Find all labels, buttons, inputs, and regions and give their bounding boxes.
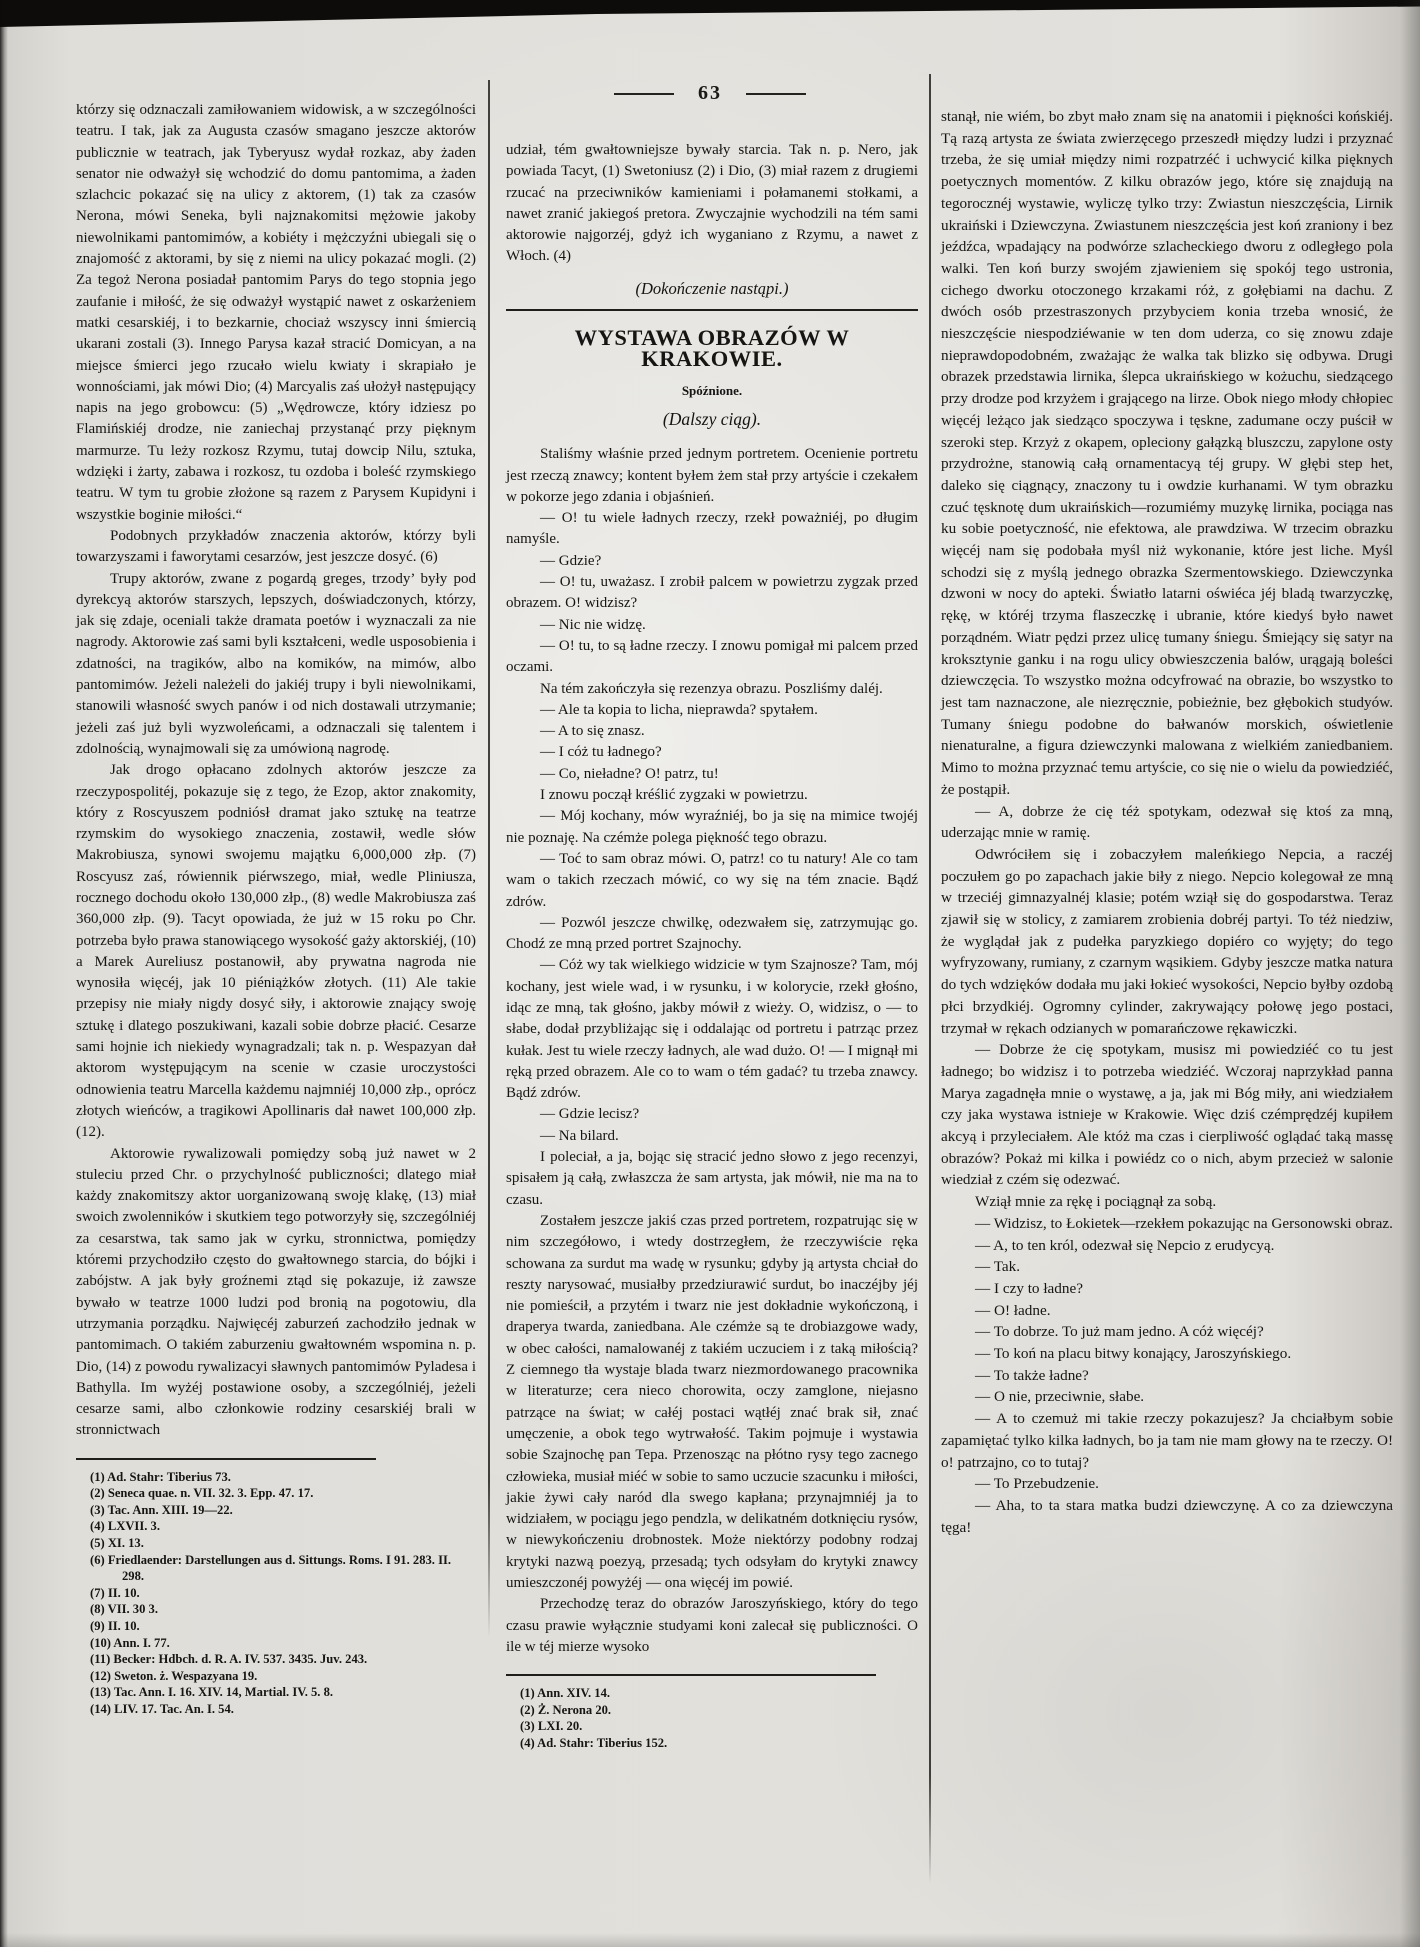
dialogue-line: — O! tu wiele ładnych rzeczy, rzekł poważniéj, po długim namyśle. <box>506 510 918 548</box>
dialogue-line: — O! tu, to są ładne rzeczy. I znowu pomigał mi palcem przed oczami. <box>506 637 918 676</box>
footnote: (5) XI. 13. <box>90 1536 144 1551</box>
column-divider-left <box>488 80 490 1638</box>
paragraph: I poleciał, a ja, bojąc się stracić jedno słowo z jego recenzyi, spisałem ją całą, zwłaszcza że sam artysta, jak mówił, nie ma na to czasu. <box>506 1149 918 1208</box>
dialogue-line: — To koń na placu bitwy konający, Jaroszyńskiego. <box>975 1345 1292 1363</box>
paragraph: Jak drogo opłacano zdolnych aktorów jeszcze za rzeczypospolitéj, pokazuje się z tego, że Ezop, aktor znakomity, który z Roscyuszem podniósł dramat jako sztukę na teatrze rzymskim do wysokiego znaczenia, zostawił, wedle słów Makrobiusza, synowi swojemu majątku 6,000,000 złp. (7) Roscyusz zaś, rówiennik piérwszego, miał, wedle Pliniusza, rocznego dochodu około 130,000 złp., (8) wedle Makrobiusza zaś 360,000 złp. (9). Tacyt opowiada, że już w 15 roku po Chr. potrzeba było prawa stanowiącego wysokość gaży aktorskiéj, (10) a Marek Aureliusz postanowił, aby prywatna nagroda nie wynosiła więcéj, jak 10 piéniążków złotych. (11) Ale takie przepisy nie miały nigdy dosyć siły, i aktorowie znający swoję sztukę i dlatego poszukiwani, kazali sobie dobrze płacić. Cesarze sami hojnie ich niekiedy wynagradzali; tak n. p. Wespazyan dał aktorom występującym na scenie w czasie uroczystości odnowienia teatru Marcella każdemu najmniéj 10,000 złp., oprócz złotych wieńców, a tragikowi Apollinaris dał nawet 100,000 złp. (12). <box>76 762 476 1141</box>
column-right <box>941 106 1393 1538</box>
dialogue-line: — A, to ten król, odezwał się Nepcio z erudycyą. <box>975 1236 1275 1254</box>
dialogue-line: — O nie, przeciwnie, słabe. <box>975 1388 1145 1406</box>
paragraph: którzy się odznaczali zamiłowaniem widowisk, a w szczególności teatru. I tak, jak za Augusta czasów smagano jeszcze aktorów publicznie w teatrach, jak Tyberyusz wydał rozkaz, aby żaden senator nie odważył się wchodzić do domu pantomima, a żaden szlachcic pokazać się na ulicy z aktorem, (1) tak za czasów Nerona, mówi Seneka, byli najznakomitsi mężowie jakoby niewolnikami pantomimów, a kobiéty i mężczyźni ubiegali się o znajomość z aktorami, by się z niemi na ulicy pokazać mogli. (2) Za tegoż Nerona posiadał pantomim Parys do tego stopnia jego zaufanie i miłość, że się odważył wystąpić nawet z oskarżeniem matki cesarskiéj, i to bezkarnie, chociaż wszyscy inni śmiercią ukarani zostali (3). Innego Parysa kazał stracić Domicyan, a na miejsce śmierci jego rzucało wielu kwiaty i skrapiało je wonnościami, jak mówi Dio; (4) Marcyalis zaś ułożył następujący napis na jego grobowcu: (5) „Wędrowcze, który idziesz po Flamińskiéj drodze, nie zaniechaj przystanąć przy pięknym marmurze. Tu leży rozkosz Rzymu, tutaj dowcip Nilu, sztuka, wdzięki i żarty, zabawa i rozkosz, tu ozdoba i boleść rzymskiego teatru. W tym tu grobie złożone są razem z Parysem Kupidyni i wszystkie boginie miłości.“ <box>76 102 476 523</box>
paragraph: udział, tém gwałtowniejsze bywały starcia. Tak n. p. Nero, jak powiada Tacyt, (1) Swetoniusz (2) i Dio, (3) miał razem z drugiemi rzucać na przeciwników kamieniami i połamanemi stołkami, a nawet zranić jakiegoś pretora. Zwyczajnie wychodzili na tém sami aktorowie najgorzéj, gdyż ich wyganiano z Rzymu, a nawet z Włoch. (4) <box>506 142 918 265</box>
dialogue-line: — A to się znasz. <box>540 723 645 740</box>
dialogue-line: — Gdzie lecisz? <box>540 1106 640 1123</box>
dialogue-line: — O! tu, uważasz. I zrobił palcem w powietrzu zygzak przed obrazem. O! widzisz? <box>506 574 918 612</box>
dialogue-line: — O! ładne. <box>975 1301 1051 1319</box>
paragraph: Na tém zakończyła się rezenzya obrazu. Poszliśmy daléj. <box>540 680 883 697</box>
dialogue-line: — Toć to sam obraz mówi. O, patrz! co tu natury! Ale co tam wam o takich rzeczach mówić, co wy się na tém znacie. Bądź zdrów. <box>506 850 918 910</box>
page-number-dash-right <box>746 93 806 95</box>
footnote: (8) VII. 30 3. <box>90 1602 158 1617</box>
column-middle <box>506 140 918 1752</box>
paragraph: Staliśmy właśnie przed jednym portretem. Ocenienie portretu jest rzeczą znawcy; kontent byłem żem stał przy artyście i czekałem w pokorze jego zdania i objaśnień. <box>506 446 918 505</box>
footnotes-middle <box>506 1685 918 1751</box>
dialogue-line: — Aha, to ta stara matka budzi dziewczynę. A co za dziewczyna tęga! <box>941 1497 1393 1536</box>
dialogue-line: — A, dobrze że cię téż spotykam, odezwał się ktoś za mną, uderzając mnie w ramię. <box>941 802 1393 842</box>
footnotes-left <box>76 1469 476 1718</box>
paragraph: stanął, nie wiém, bo zbyt mało znam się na anatomii i piękności końskiéj. Tą razą artysta ze świata zwierzęcego przeszedł między ludzi i przyznać trzeba, że się umiał między nimi rozpatrzéć i uchwycić kilka pięknych poetycznych momentów. Z kilku obrazów jego, które się znajdują na tegorocznéj wystawie, wyliczę tylko trzy: Zwiastun nieszczęścia, Lirnik ukraiński i Dziewczyna. Zwiastunem nieszczęścia jest koń zraniony i bez jeźdźca, wpadający na podwórze szlacheckiego dworu z odległego pola walki. Ten koń burzy swojém zjawieniem się spokój tego ustronia, cichego dworku otoczonego krzakami róż, z gołębiami na dachu. Z dwóch osób przestraszonych przybyciem konia trzeba wnosić, że nieszczęście niespodziéwanie w ten dom uderza, co się znowu zdaje nieprawdopodobném, zważając że walka tak blizko się odbywa. Drugi obrazek przedstawia lirnika, ślepca ukraińskiego w kożuchu, siedzącego przy drodze pod krzyżem i grającego na lirze. Obok niego młody chłopiec więcéj leżąco jak siedząco spoczywa i tęskne, zadumane oczy puścił w szeroki step. Krzyż z okapem, opleciony gałązką bluszczu, zapylone osty przydrożne, stanowią całą ornamentacyą téj grupy. W głębi step het, daleko się ciągnący, znaczony tu i owdzie kurhanami. W tym obrazku czuć tęsknotę dum ukraińskich—rozumiémy muzykę lirnika, pociąga nas ku sobie poetyczność, nie efektowa, ale prawdziwa. W trzecim obrazku więcéj nam się podobała myśl niż wykonanie, które jest liche. Myśl schodzi się z myślą jednego obrazka Szermentowskiego. Dziewczynka dzwoni w nocy do apteki. Światło latarni oświéca jéj bladą twarzyczkę, rękę, w któréj trzyma flaszeczkę i ubranie, które kiedyś było nawet porządném. Wiatr pędzi przez ulicę tumany śniegu. Śmiejący się satyr na kroksztynie ganku i na rogu ulicy obwieszczenia balów, urągają boleści dziewczęcia. To wszystko można odcyfrować na obrazie, bo wszystko to jest tam naznaczone, ale niezręcznie, pobieżnie, bez głębokich studyów. Tumany śniegu podobne do bałwanów morskich, oświetlenie nienaturalne, a figura dziewczynki malowana z wielkiém zaniedbaniem. Mimo to można przyznać temu artyście, co się nie o wielu da powiedziéć, że postąpił. <box>941 108 1393 798</box>
paragraph: Przechodzę teraz do obrazów Jaroszyńskiego, który do tego czasu prawie wyłącznie studyami koni zalecał się publiczności. O ile w téj mierze wysoko <box>506 1596 918 1655</box>
paragraph: Podobnych przykładów znaczenia aktorów, którzy byli towarzyszami i faworytami cesarzów, jest jeszcze dosyć. (6) <box>76 527 476 566</box>
dialogue-line: — Widzisz, to Łokietek—rzekłem pokazując na Gersonowski obraz. <box>975 1214 1393 1232</box>
dialogue-line: — Na bilard. <box>540 1127 619 1144</box>
footnote: (3) Tac. Ann. XIII. 19—22. <box>90 1502 233 1517</box>
footnote: (2) Ż. Nerona 20. <box>520 1702 612 1717</box>
article-closing-note: (Dokończenie nastąpi.) <box>635 278 789 298</box>
scan-edge-right <box>1400 0 1420 1947</box>
paragraph: I znowu począł kréślić zygzaki w powietrzu. <box>540 787 808 804</box>
column-divider-right <box>929 74 931 1884</box>
article-subtitle-2: (Dalszy ciąg). <box>662 408 762 429</box>
dialogue-line: — I cóż tu ładnego? <box>540 744 662 761</box>
dialogue-line: — Nic nie widzę. <box>540 616 646 633</box>
footnote: (11) Becker: Hdbch. d. R. A. IV. 537. 3435. Juv. 243. <box>90 1652 368 1667</box>
scan-edge-left <box>0 0 8 1947</box>
dialogue-line: — To dobrze. To już mam jedno. A cóż więcéj? <box>975 1323 1264 1341</box>
section-divider <box>506 309 918 311</box>
footnote-divider <box>506 1674 876 1676</box>
footnote: (14) LIV. 17. Tac. An. I. 54. <box>90 1702 234 1717</box>
paragraph: Wziął mnie za rękę i pociągnął za sobą. <box>975 1193 1217 1211</box>
footnote: (3) LXI. 20. <box>520 1719 583 1734</box>
dialogue-line: — Dobrze że cię spotykam, musisz mi powiedziéć co tu jest ładnego; bo widzisz i to potrzeba wiedziéć. Wczoraj naprzykład panna Marya zagadnęła mnie o wystawę, a ja, jak mi Bóg miły, ani wiedziałem czy jaka wystawa istnieje w Krakowie. Więc dziś czémprędzéj kupiłem akcyą i przyleciałem. Ale któż ma czas i cierpliwość oglądać taką massę obrazów? Pokaż mi kilka i powiédz co o nich, abym przecież w salonie wiedział z czém się odezwać. <box>941 1041 1393 1189</box>
page-number-value: 63 <box>698 82 722 104</box>
dialogue-line: — Ale ta kopia to licha, nieprawda? spytałem. <box>540 701 818 718</box>
footnote: (12) Sweton. ż. Wespazyana 19. <box>90 1668 258 1683</box>
footnote: (7) II. 10. <box>90 1585 140 1600</box>
dialogue-line: — I czy to ładne? <box>975 1279 1083 1297</box>
dialogue-line: — Gdzie? <box>540 552 602 569</box>
scan-edge-bottom <box>0 1933 1420 1947</box>
article-subtitle: Spóźnione. <box>681 382 743 398</box>
dialogue-line: — Mój kochany, mów wyraźniéj, bo ja się na mimice twojéj nie poznaję. Na czémże polega piękność tego obrazu. <box>506 808 918 846</box>
footnote: (4) Ad. Stahr: Tiberius 152. <box>520 1735 668 1750</box>
dialogue-line: — Tak. <box>975 1258 1021 1276</box>
page-number-dash-left <box>614 93 674 95</box>
footnote: (1) Ad. Stahr: Tiberius 73. <box>90 1469 231 1484</box>
paragraph: Odwróciłem się i zobaczyłem maleńkiego Nepcia, a raczéj poczułem go po zapachach jakie biły z niego. Nepcio kolegował ze mną w trzeciéj gimnazyalnéj klasie; potém wziął się do gospodarstwa. Teraz zjawił się w stolicy, z zamiarem zrobienia dobréj partyi. To téż niedziw, że wyglądał jak z pudełka paryzkiego dopiéro co wyjęty; do tego wyfryzowany, rumiany, z czarnym wąsikiem. Gdyby jeszcze matka natura do tych wdzięków dodała mu jaki łokieć wysokości, Nepcio byłby ozdobą płci brzydkiéj. Ogromny cylinder, zakrywający połowę jego postaci, trzymał w rękach odzianych w pomarańczowe rękawiczki. <box>941 845 1393 1037</box>
dialogue-line: — Pozwól jeszcze chwilkę, odezwałem się, zatrzymując go. Chodź ze mną przed portret Szajnochy. <box>506 914 918 953</box>
footnote: (9) II. 10. <box>90 1619 140 1634</box>
paragraph: Zostałem jeszcze jakiś czas przed portretem, rozpatrując się w nim szczegółowo, i wtedy dostrzegłem, że rzeczywiście ręka schowana za surdut ma wadę w rysunku; gdyby ją artysta chciał do reszty narysować, musiałby przedziurawić surdut, bo inaczéjby jéj nie pomieścił, a przytém i twarz nie jest dokładnie wykończoną, i draperya twarda, zaniedbana. Ale czémże są te drobiazgowe wady, w obec całości, namalowanéj z takiém uczuciem i z taką miłością? Z ciemnego tła wystaje blada twarz niezmordowanego pracownika w literaturze; cera nieco chorowita, oczy zamglone, niejasno patrzące na świat; w całéj postaci wątłéj znać brak sił, znać umęczenie, a obok tego wytrwałość. Takim pojmuje i wystawia sobie Szajnochę pan Tepa. Przenosząc na płótno rysy tego zacnego człowieka, musiał miéć w sobie to samo uczucie szacunku i miłości, jakie żywi cały naród dla swego kapłana; przynajmniéj ja to widziałem, w pociągu jego pendzla, w delikatném dotknięciu rysów, w niewykończeniu drobnostek. Może niektórzy podobny rodzaj krytyki nazwą poezyą, przesadą; tych odsyłam do krytyki znawcy umieszczonéj powyżéj — ona więcéj im powié. <box>506 1212 918 1591</box>
scan-edge-top <box>0 0 1420 27</box>
footnote-divider <box>76 1458 376 1460</box>
dialogue-line: — Cóż wy tak wielkiego widzicie w tym Szajnosze? Tam, mój kochany, jest wiele wad, i w rysunku, i w kolorycie, rzekł głośno, idąc ze mną, tak głośno, jakby mówił z wieży. O, widzisz, o — to słabe, dodał przybliżając się i oddalając od portretu i patrząc przez kułak. Jest tu wiele rzeczy ładnych, ale wad dużo. O! — I mignął mi ręką przed obrazem. Ale co to wam o tém gadać? tu trzeba znawcy. Bądź zdrów. <box>506 957 918 1102</box>
footnote: (1) Ann. XIV. 14. <box>520 1686 611 1701</box>
dialogue-line: — Co, nieładne? O! patrz, tu! <box>540 765 719 782</box>
paragraph: Trupy aktorów, zwane z pogardą greges, trzody’ były pod dyrekcyą aktorów starszych, lepszych, doświadczonych, którzy, jak się zdaje, oceniali także dramata poetów i wyznaczali za nie nagrody. Aktorowie zaś sami byli kształceni, wedle usposobienia i zdatności, na tragików, albo na komików, na mimów, albo pantomimów. Jeżeli należeli do jakiéj trupy i byli niewolnikami, stanowili własność swych panów i od nich dostawali utrzymanie; jeżeli zaś już byli wyzwoleńcami, a odznaczali się talentem i zdolnością, wynajmowali się za umówioną nagrodę. <box>76 570 476 757</box>
footnote: (13) Tac. Ann. I. 16. XIV. 14, Martial. IV. 5. 8. <box>90 1685 334 1700</box>
paragraph: Aktorowie rywalizowali pomiędzy sobą już nawet w 2 stuleciu przed Chr. o przychylność publiczności; dlatego miał każdy znakomitszy aktor uorganizowaną swoję klakę, (13) miał swoich zwolenników i skutkiem tego potworzyły się, szczególniéj za cesarstwa, tak samo jak w cyrku, stronnictwa, pomiędzy któremi przychodziło często do gwałtownego starcia, do bójki i zabójstw. A jak były groźnemi ztąd się pokazuje, iż zawsze bywało w teatrze 1000 ludzi pod bronią na pogotowiu, dla utrzymania porządku. Najwięcéj zaburzeń zachodziło jednak w pantomimach. O takiém zaburzeniu gwałtowném wspomina n. p. Dio, (14) z powodu rywalizacyi sławnych pantomimów Pyladesa i Bathylla. Im wyżéj postawione osoby, a szczególniéj, jeżeli cesarze sami, albo członkowie rodziny cesarskiéj brali w stronnictwach <box>76 1145 476 1439</box>
dialogue-line: — To Przebudzenie. <box>975 1475 1099 1493</box>
footnote: (6) Friedlaender: Darstellungen aus d. Sittungs. Roms. I 91. 283. II. 298. <box>90 1552 452 1584</box>
footnote: (10) Ann. I. 77. <box>90 1635 170 1650</box>
dialogue-line: — To także ładne? <box>975 1366 1089 1384</box>
column-left <box>76 100 476 1718</box>
footnote: (4) LXVII. 3. <box>90 1519 160 1534</box>
article-title: WYSTAWA OBRAZÓW W KRAKOWIE. <box>574 325 850 372</box>
footnote: (2) Seneca quae. n. VII. 32. 3. Epp. 47. 17. <box>90 1486 314 1501</box>
dialogue-line: — A to czemuż mi takie rzeczy pokazujesz? Ja chciałbym sobie zapamiętać tylko kilka ładnych, bo ja tam nie mam głowy na te rzeczy. O! o! patrzajno, co to tutaj? <box>941 1410 1393 1471</box>
